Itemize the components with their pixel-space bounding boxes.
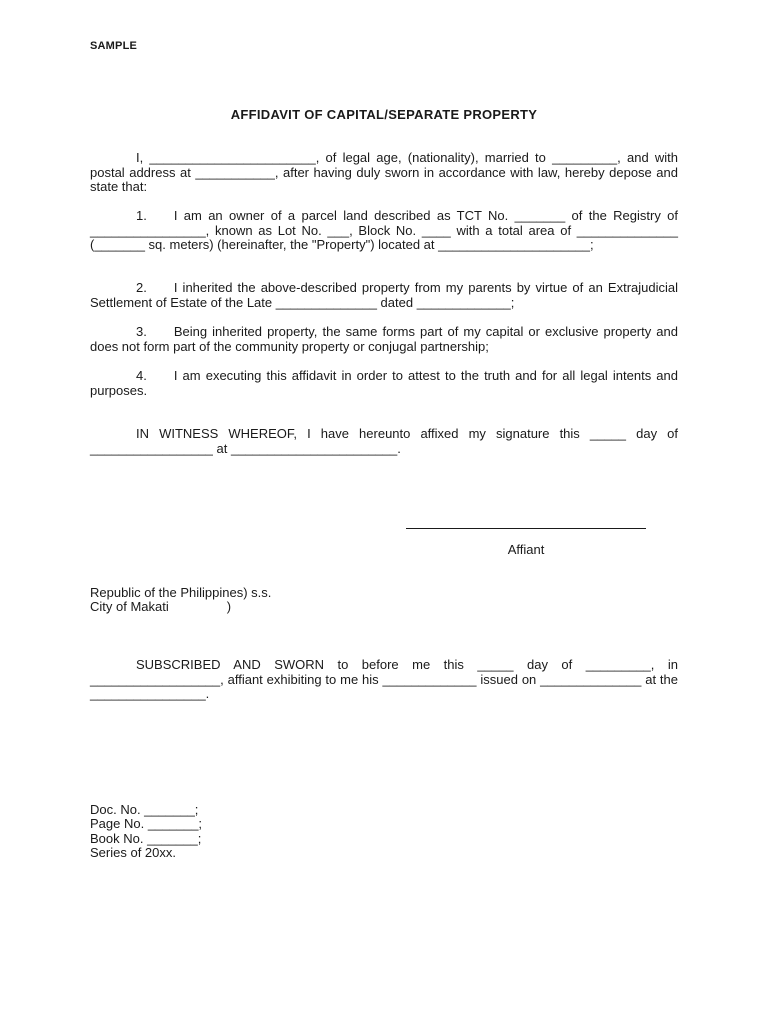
- document-title: AFFIDAVIT OF CAPITAL/SEPARATE PROPERTY: [230, 107, 538, 122]
- signature-line: [406, 528, 646, 529]
- item-text-3: Being inherited property, the same forms part of my capital or exclusive property and does not form part of the community property or conjugal partnership;: [90, 324, 678, 354]
- item-number-1: 1.: [136, 208, 147, 223]
- page-number: Page No. _______;: [90, 816, 203, 831]
- venue-country: Republic of the Philippines) s.s.: [90, 585, 272, 600]
- item-paragraph-2: [90, 281, 678, 310]
- venue-city: [90, 600, 231, 615]
- book-number: Book No. _______;: [90, 831, 202, 846]
- venue-city-paren: ): [226, 599, 232, 614]
- series-year: Series of 20xx.: [90, 845, 176, 860]
- item-number-4: 4.: [136, 368, 147, 383]
- item-paragraph-4: [90, 369, 678, 398]
- item-text-1: I am an owner of a parcel land described as TCT No. _______ of the Registry of ________________, known as Lot No. ___, Block No. ____ with a total area of ______________ (_______ sq. meters) (hereinafter, the "Property") located at _____________________;: [90, 208, 678, 253]
- item-text-2: I inherited the above-described property from my parents by virtue of an Extrajudicial Settlement of Estate of the Late ______________ dated _____________;: [90, 280, 678, 310]
- witness-paragraph: IN WITNESS WHEREOF, I have hereunto affixed my signature this _____ day of _________________ at _______________________.: [90, 426, 678, 456]
- item-number-3: 3.: [136, 324, 147, 339]
- item-paragraph-1: [90, 209, 678, 253]
- doc-number: Doc. No. _______;: [90, 802, 199, 817]
- item-number-2: 2.: [136, 280, 147, 295]
- item-text-4: I am executing this affidavit in order to attest to the truth and for all legal intents and purposes.: [90, 368, 678, 398]
- affiant-label: Affiant: [507, 542, 545, 557]
- jurat-paragraph: SUBSCRIBED AND SWORN to before me this _____ day of _________, in __________________, affiant exhibiting to me his _____________ issued on ______________ at the ________________.: [90, 657, 678, 702]
- sample-label: SAMPLE: [90, 40, 138, 52]
- intro-paragraph: I, _______________________, of legal age, (nationality), married to _________, and with postal address at ___________, after having duly sworn in accordance with law, hereby depose and state that:: [90, 150, 678, 195]
- venue-city-name: City of Makati: [90, 599, 169, 614]
- item-paragraph-3: [90, 325, 678, 354]
